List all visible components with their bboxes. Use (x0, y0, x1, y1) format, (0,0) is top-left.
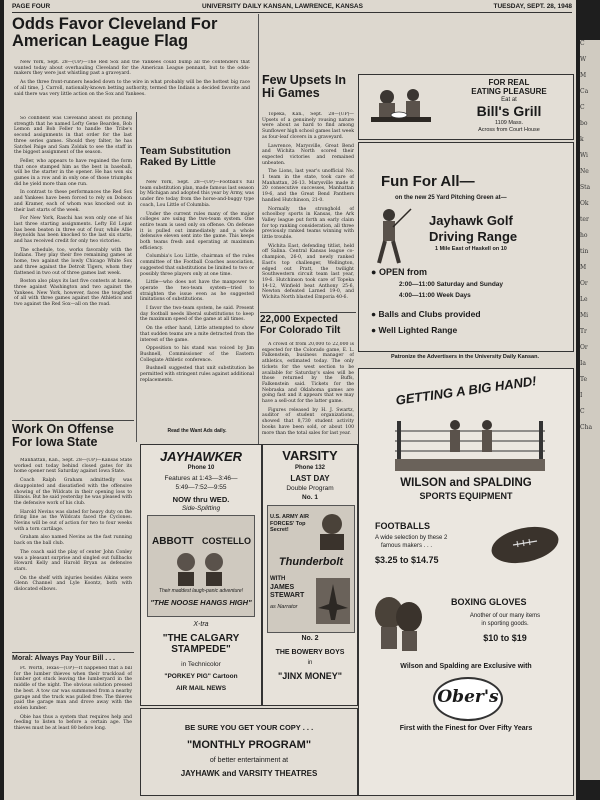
upsets-headline: Few Upsets In Hi Games (262, 74, 347, 101)
substitution-headline: Team Substitution Raked By Little (140, 146, 231, 169)
golf-headline: Fun For All— (381, 173, 475, 190)
football-icon (489, 525, 561, 565)
bills-line3: Eat at (501, 97, 517, 103)
bills-name: Bill's Grill (476, 103, 542, 119)
boxing-gloves-icon (369, 593, 429, 657)
issue-date: TUESDAY, SEPT. 28, 1948 (493, 3, 572, 10)
golf-name2: Driving Range (429, 229, 518, 244)
colorado-headline: 22,000 Expected For Colorado Tilt (260, 314, 341, 336)
bullet-icon: ● (371, 267, 379, 277)
upsets-column (262, 112, 354, 308)
edge-text: Le (580, 296, 588, 303)
edge-text: Te (580, 376, 588, 383)
varsity-feature2c: "JINX MONEY" (277, 671, 343, 681)
edge-text: tin (580, 248, 589, 255)
masthead (12, 2, 572, 13)
edge-text: Ia (580, 360, 586, 367)
paragraph: I favor the two-team system, he said. Present day football needs liberal substitutions to keep the maximum speed of the game at all times. (140, 306, 254, 323)
wilson-name2: SPORTS EQUIPMENT (419, 491, 513, 501)
golfer-illustration (363, 205, 415, 269)
football-title: FOOTBALLS (375, 521, 430, 531)
page-number: PAGE FOUR (12, 3, 51, 10)
varsity-feature2b: in (307, 660, 313, 666)
paragraph: The coach said the play of center John Conley was a pleasant surprise and singled out fullbacks Howard Kelly and Harold Bryan as defensive stars. (14, 549, 132, 572)
golf-sub: on the new 25 Yard Pitching Green at— (395, 195, 507, 201)
paragraph: Coach Ralph Graham admittedly was disappointed and dissatisfied with the offensive showing of the Wildcats in their opening loss to Illinois. But he said yesterday he was pleased with the defensive work of his club. (14, 478, 132, 506)
comedians-illustration (168, 550, 232, 586)
football-price: $3.25 to $14.75 (375, 555, 439, 565)
golf-bullet3 (371, 325, 457, 335)
golf-location: 1 Mile East of Haskell on 10 (435, 246, 507, 252)
fighter-plane-icon (316, 578, 350, 624)
jayhawker-technicolor: in Technicolor (181, 661, 221, 668)
poster-star2: COSTELLO (202, 536, 251, 546)
paragraph: Opposition to his stand was voiced by Jim Bushnell, Commissioner of the Eastern Collegiate Athletic conference. (140, 346, 254, 363)
paragraph: So confident was Cleveland about its pitching strength that he named Lefty Gene Bearden, Bob Lemon and Bob Feller to handle the Tribe's second assignments in that order for the last three series games. Should they falter, he has Satchel Paige and Sam Zoldak to see the staff in the biggest assignment of the season. (14, 116, 132, 156)
jayhawker-features: Features at 1:43—3:46— (164, 475, 238, 482)
poster-title: "THE NOOSE HANGS HIGH" (150, 598, 252, 607)
cleveland-lead (14, 60, 250, 114)
golf-open-label (371, 267, 427, 277)
paragraph: The Lions, last year's unofficial No. 1 team in the state, took care of Manhattan, 26-13. Marysville made it 20 consecutive successes, Manhattan 19-6, and the Great Bend Panthers handled Hutchinson, 21-0. (262, 169, 354, 203)
edge-text: Mi (580, 312, 589, 319)
bills-line2: EATING PLEASURE (471, 87, 547, 96)
moral-headline: Moral: Always Pay Your Bill . . . (12, 655, 115, 662)
varsity-name: VARSITY (282, 448, 338, 463)
colorado-column (262, 342, 354, 442)
obers-ad (358, 368, 574, 796)
upsets-headline-block (262, 74, 352, 114)
jayhawker-feature2: "THE CALGARY STAMPEDE" (162, 633, 240, 655)
substitution-column (140, 180, 254, 425)
edge-text: Cha (580, 424, 593, 431)
iowa-column (14, 458, 132, 650)
edge-text: Or (580, 344, 588, 351)
paragraph: Bushnell suggested that unit substitution be permitted with stringent rules against additional replacements. (140, 366, 254, 383)
monthly-line3: of better entertainment at (209, 757, 289, 764)
obers-footer: First with the Finest for Over Fifty Years (399, 725, 533, 732)
paragraph: New York, Sept. 28—(UP)—The Red Sox and the Yankees could bump all the contenders that wanted today about overhauling Cleveland for the American League pennant, but to the odds-makers they were just whistling past a graveyard. (14, 60, 250, 77)
edge-text: Ne (580, 168, 589, 175)
moral-column (14, 666, 132, 796)
monthly-program-ad (140, 708, 358, 796)
paper-name: UNIVERSITY DAILY KANSAN, LAWRENCE, KANSAS (202, 3, 363, 10)
diner-illustration (365, 83, 437, 131)
edge-text: W (580, 56, 587, 63)
poster-with: WITH (270, 576, 286, 582)
cleveland-headline-block (12, 16, 252, 56)
paragraph: A crowd of from 20,000 to 22,000 is expected for the Colorado game, E. L. Falkenstein, business manager of athletics, estimated today. The only tickets for the west section to be available for Saturday's sales will be those returned by the Buffs, Falkenstein said. Tickets for the Nebraska and Oklahoma games are going fast and it appears that we may have a sell-out for the latter game. (262, 342, 354, 405)
paragraph: Feller, who appears to have regained the form that once stamped him as the best in baseball, will be the starter in the opener. He has won six games in a row and in only one of those triumphs did he yield more than one run. (14, 158, 132, 187)
obers-logo (433, 677, 503, 721)
paragraph: Graham also named Nevins as the fast running back on the ball club. (14, 535, 132, 547)
paragraph: Little—who does not have the manpower to operate the two-team system—tried to straighten the issue even as he suggested limitations of substitutions. (140, 280, 254, 303)
monthly-line1: BE SURE YOU GET YOUR COPY . . . (184, 723, 314, 732)
football-desc2: famous makers . . . (381, 543, 433, 549)
varsity-double: Double Program (286, 485, 334, 492)
varsity-feature2a: THE BOWERY BOYS (275, 649, 345, 656)
paragraph: On the shelf with injuries besides Aikins were Glenn Channel and Lyle Koontz, both with dislocated elbows. (14, 575, 132, 593)
edge-text: Wi (580, 152, 588, 159)
gloves-desc2: in sporting goods. (481, 621, 529, 627)
paragraph: Topeka, Kan., Sept. 28—(UP)—Upsets of a genuinely rousing nature were about as hard to find among Sunflower high school games last week as four-leaf clovers in a graveyard. (262, 112, 354, 140)
jayhawker-ad (140, 444, 262, 706)
jayhawker-times: 5:49—7:52—9:55 (175, 484, 227, 491)
paragraph: Harold Nevins was slated for heavy duty on the firing line as the Wildcats faced the Cyclones. Nevins will be out of action for two to four weeks with a torn cartilage. (14, 509, 132, 532)
bullet-text: Well Lighted Range (378, 325, 458, 335)
paragraph: On the other hand, Little attempted to show that sudden teams are a mite detracted from the interest of the game. (140, 326, 254, 343)
football-desc1: A wide selection by these 2 (375, 535, 448, 541)
edge-text: bo (580, 120, 588, 127)
edge-text: I (580, 392, 583, 399)
open-label-text: OPEN from (378, 267, 427, 277)
golf-hours2: 4:00—11:00 Week Days (399, 292, 471, 299)
edge-text: C (580, 408, 585, 415)
bullet-icon: ● (371, 325, 379, 335)
paragraph: Figures released by H. J. Swartz, auditor of student organizations, showed that 8,730 student activity books have been sold, or about 100 more than the total sales for last year. (262, 407, 354, 436)
patronize-note: Patronize the Advertisers in the University Daily Kansan. (390, 354, 540, 360)
paragraph: Lawrence, Marysville, Great Bend and Wichita North scored their expected victories and remained unbeaten. (262, 143, 354, 166)
edge-text: Ca (580, 88, 589, 95)
edge-text: Tr (580, 328, 587, 335)
golf-hours1: 2:00—11:00 Saturday and Sunday (399, 281, 504, 288)
varsity-phone: Phone 132 (294, 465, 325, 471)
poster-star1: ABBOTT (152, 536, 194, 547)
edge-text: ter (580, 216, 589, 223)
moral-headline-block (12, 652, 134, 667)
paragraph: In contrast to these performances the Red Sox and Yankees have been forced to rely on Dobson and Kramer, each of whom was knocked out in their last starts of the week. (14, 190, 132, 213)
jayhawker-phone: Phone 10 (187, 465, 215, 471)
golf-name1: Jayhawk Golf (429, 213, 513, 228)
golf-bullet2 (371, 309, 481, 319)
jayhawker-extra: X-tra (193, 621, 209, 628)
monthly-line2: "MONTHLY PROGRAM" (186, 739, 312, 751)
poster-army: U.S. ARMY AIR FORCES' Top Secret! (270, 514, 309, 533)
paragraph: Under the current rules many of the major colleges are using the two-team system. One entire team is used only on offense. On defense it is pulled out immediately and a whole defensive eleven sent into the game. This keeps both teams fresh and operating at maximum efficiency. (140, 211, 254, 251)
paragraph: Boston also plays its last five contests at home, three against Washington and two against the Yankees. New York, however, faces the toughest of all with three games against the Athletics and two against the Red Sox—all on the road. (14, 279, 132, 308)
thunderbolt-poster (267, 505, 355, 633)
jayhawker-name: JAYHAWKER (159, 449, 243, 464)
wilson-banner: GETTING A BIG HAND! (394, 373, 538, 408)
iowa-headline: Work On Offense For Iowa State (12, 422, 114, 450)
paragraph: Ft. Worth, Texas—(UP)—It happened that a bill for the lumber thieves when their truckload of lumber got stuck leaving the lumberyard in the middle of the night. The obvious solution pressed the best. A tow car was summoned from a nearby garage and the truck was pulled free. The thieves paid the garage man and drove away with the stolen lumber. (14, 666, 132, 711)
gloves-title: BOXING GLOVES (451, 597, 527, 607)
gloves-desc1: Another of our many items (469, 613, 541, 619)
varsity-ad (262, 444, 358, 706)
noose-hangs-high-poster (147, 515, 255, 617)
paragraph: Wichita East, defending titlist, held off Salina. Central Kansas league co-champion, 26-0, and newly ranked East's top challenger, Wellington, edged out Pratt, the twilight Southwestern circuit team last year, 19-6. Hutchinson took care of Topeka 14-12, Winfield beat Anthony 25-6, Newton defeated Larned 19-0, and Wichita North blasted Emporia 40-6. (262, 243, 354, 301)
bills-address: 1109 Mass. (494, 120, 524, 126)
edge-text: Sta (580, 184, 591, 191)
bullet-icon: ● (371, 309, 379, 319)
poster-narrator: as Narrator (270, 604, 298, 610)
bills-note: Across from Court House (478, 127, 540, 133)
edge-text: M (580, 264, 587, 271)
paragraph: Normally the stronghold of schoolboy sports in Kansas, the Ark Valley league put forth an early claim for top ranking consideration, all three previously ranked teams winning with little trouble. (262, 206, 354, 241)
poster-tagline: Their maddest laugh-panic adventure! (158, 588, 244, 594)
paragraph: The schedule, too, works favorably with the Indians. They play their five remaining games at home, two against the lowly Chicago White Sox and three against the Detroit Tigers, whom they flattened in two out of three games last week. (14, 247, 132, 276)
adjacent-page-edge (580, 40, 600, 780)
colorado-headline-block (260, 312, 356, 343)
jayhawker-news: AIR MAIL NEWS (175, 685, 227, 692)
jayhawk-golf-ad (358, 142, 574, 352)
bullet-text: Balls and Clubs provided (378, 309, 481, 319)
obers-logo-text: Ober's (437, 687, 499, 707)
bills-line1: FOR REAL (488, 78, 530, 87)
iowa-headline-block (12, 420, 134, 459)
paragraph: As the three front-runners headed down to the wire in what probably will be the hottest big race of all time, J. Carroll, nationally-known betting authority, termed the Indians a decided favorite and said there was very little action on the Sox and Yankees. (14, 80, 250, 97)
varsity-last-day: LAST DAY (290, 474, 330, 483)
cleveland-headline: Odds Favor Cleveland For American League Flag (12, 16, 218, 51)
jayhawker-tag: Side-Splitting (181, 505, 221, 512)
edge-text: C (580, 40, 585, 47)
edge-text: M (580, 72, 587, 79)
gloves-price: $10 to $19 (483, 633, 527, 643)
edge-text: k (580, 136, 584, 143)
paragraph: For New York, Raschi has won only one of his last three starting assignments. Lefty Ed Lopat has been beaten in three out of four, while Allie Reynolds has been knocked to the last six starts, and has received credit for only two victories. (14, 216, 132, 245)
paragraph: Obie has thus a system that requires help and feeding to listen to before a certain age. The thieves must be at least 80 before long. (14, 714, 132, 732)
jayhawker-now: NOW thru WED. (172, 495, 230, 504)
newspaper-page (4, 0, 576, 800)
paragraph: New York, Sept. 28—(UP)—Football's full team substitution plan, made famous last season by Michigan and adopted this year by Army, was under fire today from the horse-and-buggy type coach, Lou Little of Columbia. (140, 180, 254, 208)
edge-text: Or (580, 280, 588, 287)
james-stewart-portrait (314, 510, 350, 550)
varsity-no1: No. 1 (302, 494, 318, 501)
wilson-tagline: Wilson and Spalding are Exclusive with (400, 663, 532, 670)
bills-grill-ad (358, 74, 574, 140)
want-ads-note: Read the Want Ads daily. (167, 428, 227, 434)
cleveland-column (14, 116, 132, 418)
poster-star: JAMES STEWART (270, 584, 305, 599)
paragraph: Manhattan, Kan., Sept. 28—(UP)—Kansas State worked out today behind closed gates for its home opener next Saturday against Iowa State. (14, 458, 132, 475)
edge-text: ho (580, 232, 588, 239)
varsity-no2: No. 2 (301, 635, 319, 642)
column-divider (258, 14, 259, 444)
column-divider (136, 112, 137, 442)
jayhawker-cartoon: "PORKEY PIG" Cartoon (164, 673, 238, 680)
edge-text: Ok (580, 200, 589, 207)
wilson-name1: WILSON and SPALDING (400, 477, 532, 489)
edge-text: C (580, 104, 585, 111)
paragraph: Columbia's Lou Little, chairman of the rules committee of the Football Coaches association, suggested that substitutions be limited to two or possibly three players only at one time. (140, 254, 254, 277)
poster-title: Thunderbolt (278, 556, 344, 568)
monthly-line4: JAYHAWK and VARSITY THEATRES (180, 769, 318, 778)
boxing-ring-illustration (395, 411, 545, 471)
